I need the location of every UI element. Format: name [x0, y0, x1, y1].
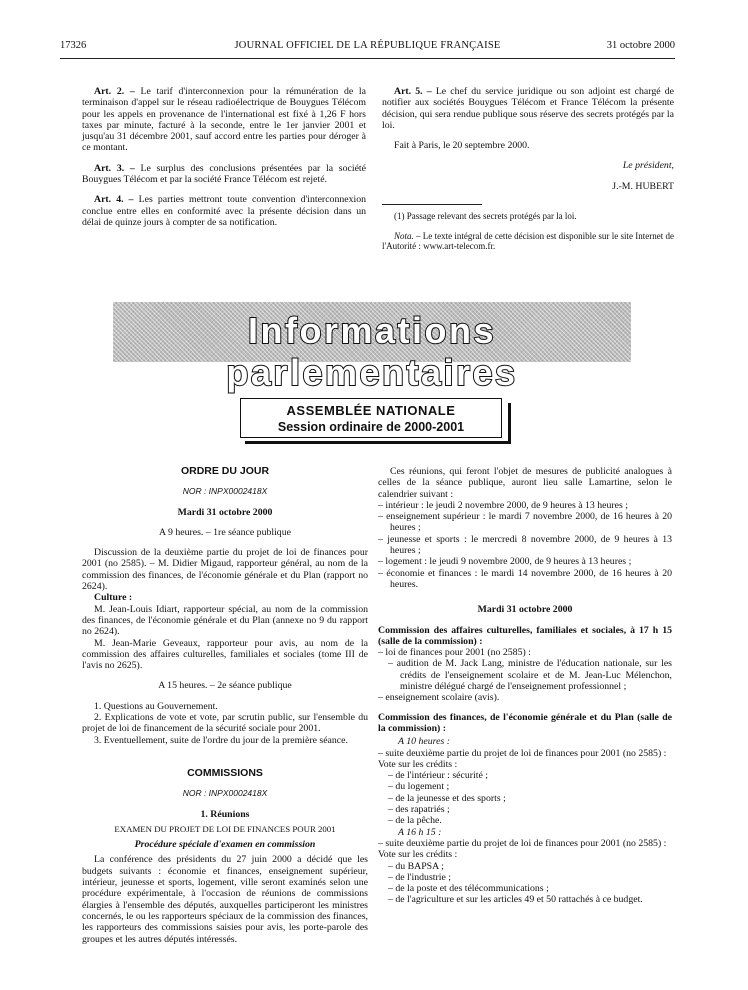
- president-name: J.-M. HUBERT: [612, 180, 674, 192]
- footnote-rule: [382, 204, 482, 205]
- issue-date: 31 octobre 2000: [606, 40, 675, 51]
- commissions-nor: NOR : INPX0002418X: [182, 788, 268, 799]
- ordre-du-jour-column: [82, 466, 368, 954]
- block-1-items: [378, 748, 672, 827]
- section-banner: [113, 302, 631, 393]
- article-5-label: Art. 5. –: [394, 86, 432, 97]
- block-1-item: – de la jeunesse et des sports ;: [388, 792, 506, 804]
- ordre-nor: NOR : INPX0002418X: [182, 486, 268, 497]
- ordre-day: Mardi 31 octobre 2000: [177, 506, 273, 518]
- time-1: A 10 heures :: [398, 736, 450, 748]
- nota-text: – Le texte intégral de cette décision est disponible sur le site Internet de l'Autorité : www.art-telecom.fr.: [382, 230, 674, 252]
- ordre-p3: M. Jean-Marie Geveaux, rapporteur pour avis, au nom de la commission des affaires culturelles, familiales et sociales (tome III de l'avis no 2625).: [82, 637, 368, 672]
- ordre-p2: M. Jean-Louis Idiart, rapporteur spécial, au nom de la commission des finances, de l'économie générale et du Plan (annexe no 9 du rapport no 2624).: [82, 603, 368, 638]
- block-1-item: – suite deuxième partie du projet de loi de finances pour 2001 (no 2585) :: [378, 747, 667, 759]
- culture-label: Culture :: [94, 592, 133, 604]
- decision-articles-left: [82, 86, 366, 237]
- article-3-text: Le surplus des conclusions présentées par la société Bouygues Télécom et par la société France Télécom est rejeté.: [82, 162, 366, 186]
- seance-1: A 9 heures. – 1re séance publique: [159, 526, 291, 538]
- article-2-label: Art. 2. –: [94, 86, 135, 97]
- footnote-1: (1) Passage relevant des secrets protégés par la loi.: [394, 211, 577, 222]
- ordre-item-2: 2. Explications de vote et vote, par scrutin public, sur l'ensemble du projet de loi de financement de la sécurité sociale pour 2001.: [82, 712, 368, 735]
- banner-title: Informations parlementaires: [226, 310, 518, 393]
- article-3: [82, 163, 366, 186]
- block-1-item: – de la pêche.: [388, 815, 442, 827]
- article-3-label: Art. 3. –: [94, 162, 135, 174]
- nota-label: Nota.: [394, 230, 414, 241]
- schedule-list: [378, 500, 672, 590]
- block-2-item: – de l'agriculture et sur les articles 49 et 50 rattachés à ce budget.: [388, 894, 643, 906]
- time-2: A 16 h 15 :: [398, 826, 442, 838]
- nota: [382, 231, 674, 252]
- commission-1-item: – enseignement scolaire (avis).: [378, 692, 500, 704]
- article-4-text: Les parties mettront toute convention d'interconnexion conclue entre elles en conformité avec la présente décision dans un délai de quinze jours à compter de sa notification.: [82, 194, 367, 228]
- president-title: Le président,: [622, 160, 674, 172]
- examen-title: EXAMEN DU PROJET DE LOI DE FINANCES POUR 2001: [114, 823, 336, 834]
- ordre-item-3: 3. Eventuellement, suite de l'ordre du jour de la première séance.: [94, 734, 348, 746]
- seance-2: A 15 heures. – 2e séance publique: [158, 680, 292, 692]
- commission-1-item: – loi de finances pour 2001 (no 2585) :: [378, 647, 531, 659]
- block-1-item: – du logement ;: [388, 781, 450, 793]
- block-2-items: [378, 838, 672, 906]
- article-4-label: Art. 4. –: [94, 194, 134, 206]
- place-date: Fait à Paris, le 20 septembre 2000.: [394, 140, 530, 152]
- conference-paragraph: La conférence des présidents du 27 juin 2000 a décidé que les budgets suivants : économie et finances, enseignement supérieur, intérieur, jeunesse et sports, logement, ville seront examinés selon une procédure expérimentale, à l'occasion de réunions de commissions élargies à l'ensemble des députés, auxquelles participeront les ministres concernés, le ou les rapporteurs spéciaux de la commission des finances, les rapporteurs des commissions saisies pour avis, les porte-parole des groupes et les autres députés intéressés.: [82, 854, 368, 945]
- page-number: 17326: [60, 40, 87, 51]
- commission-1-item: – audition de M. Jack Lang, ministre de l'éducation nationale, sur les crédits de l'enseignement scolaire et de M. Jean-Luc Mélenchon, ministre délégué chargé de l'enseignement professionnel ;: [388, 658, 672, 693]
- block-2-item: – de la poste et des télécommunications ;: [388, 883, 549, 895]
- commissions-title: COMMISSIONS: [187, 766, 263, 779]
- article-5-text: Le chef du service juridique ou son adjoint est chargé de notifier aux sociétés Bouygues Télécom et France Télécom la présente décision, qui sera rendue publique sous réserve des secrets protégés par la loi.: [382, 86, 674, 131]
- block-2-item: – de l'industrie ;: [388, 871, 451, 883]
- reunions-title: 1. Réunions: [200, 808, 250, 820]
- schedule-item: – économie et finances : le mardi 14 novembre 2000, de 16 heures à 20 heures.: [378, 567, 672, 590]
- article-2-text: Le tarif d'interconnexion pour la rémunération de la terminaison d'appel sur le réseau radioélectrique de Bouygues Télécom pour les appels en provenance de l'international est fixé à 1,26 F hors taxes par minute, facturé à la seconde, entre le 1er janvier 2001 et jusqu'au 31 décembre 2001, sauf accord entre les parties pour déroger à ce montant.: [82, 86, 366, 154]
- assembly-box: [240, 398, 502, 438]
- block-1-item: Vote sur les crédits :: [378, 758, 458, 770]
- right-day: Mardi 31 octobre 2000: [477, 604, 573, 616]
- ordre-item-1: 1. Questions au Gouvernement.: [94, 700, 218, 712]
- ordre-p1: Discussion de la deuxième partie du projet de loi de finances pour 2001 (no 2585). – M. Didier Migaud, rapporteur général, au nom de la commission des finances, de l'économie générale et du Plan (rapport no 2624).: [82, 547, 368, 593]
- article-4: [82, 194, 366, 228]
- schedule-intro: Ces réunions, qui feront l'objet de mesures de publicité analogues à celles de la séance publique, auront lieu salle Lamartine, selon le calendrier suivant :: [378, 466, 672, 500]
- article-2: [82, 86, 366, 154]
- commission-1-title: Commission des affaires culturelles, familiales et sociales, à 17 h 15 (salle de la commission) :: [378, 624, 672, 647]
- assembly-title: ASSEMBLÉE NATIONALE: [286, 403, 456, 418]
- schedule-item: – jeunesse et sports : le mercredi 8 novembre 2000, de 9 heures à 13 heures ;: [378, 533, 672, 557]
- block-2-item: – du BAPSA ;: [388, 860, 444, 872]
- commissions-schedule-column: [378, 466, 672, 906]
- procedure-title: Procédure spéciale d'examen en commission: [134, 839, 316, 851]
- decision-articles-right: [382, 86, 674, 261]
- journal-title: JOURNAL OFFICIEL DE LA RÉPUBLIQUE FRANÇAISE: [234, 40, 501, 51]
- block-2-item: Vote sur les crédits :: [378, 849, 458, 861]
- block-2-item: – suite deuxième partie du projet de loi de finances pour 2001 (no 2585) :: [378, 837, 667, 849]
- ordre-title: ORDRE DU JOUR: [180, 465, 270, 477]
- schedule-item: – intérieur : le jeudi 2 novembre 2000, de 9 heures à 13 heures ;: [378, 499, 629, 511]
- schedule-item: – enseignement supérieur : le mardi 7 novembre 2000, de 16 heures à 20 heures ;: [378, 511, 672, 534]
- block-1-item: – de l'intérieur : sécurité ;: [388, 770, 488, 782]
- header-rule: [60, 58, 675, 59]
- page-header: [60, 40, 675, 56]
- session-title: Session ordinaire de 2000-2001: [277, 420, 465, 434]
- commission-1-items: [378, 647, 672, 703]
- article-5: [382, 86, 674, 131]
- block-1-item: – des rapatriés ;: [388, 804, 450, 816]
- commission-2-title: Commission des finances, de l'économie générale et du Plan (salle de la commission) :: [378, 711, 672, 734]
- schedule-item: – logement : le jeudi 9 novembre 2000, de 9 heures à 13 heures ;: [378, 556, 632, 568]
